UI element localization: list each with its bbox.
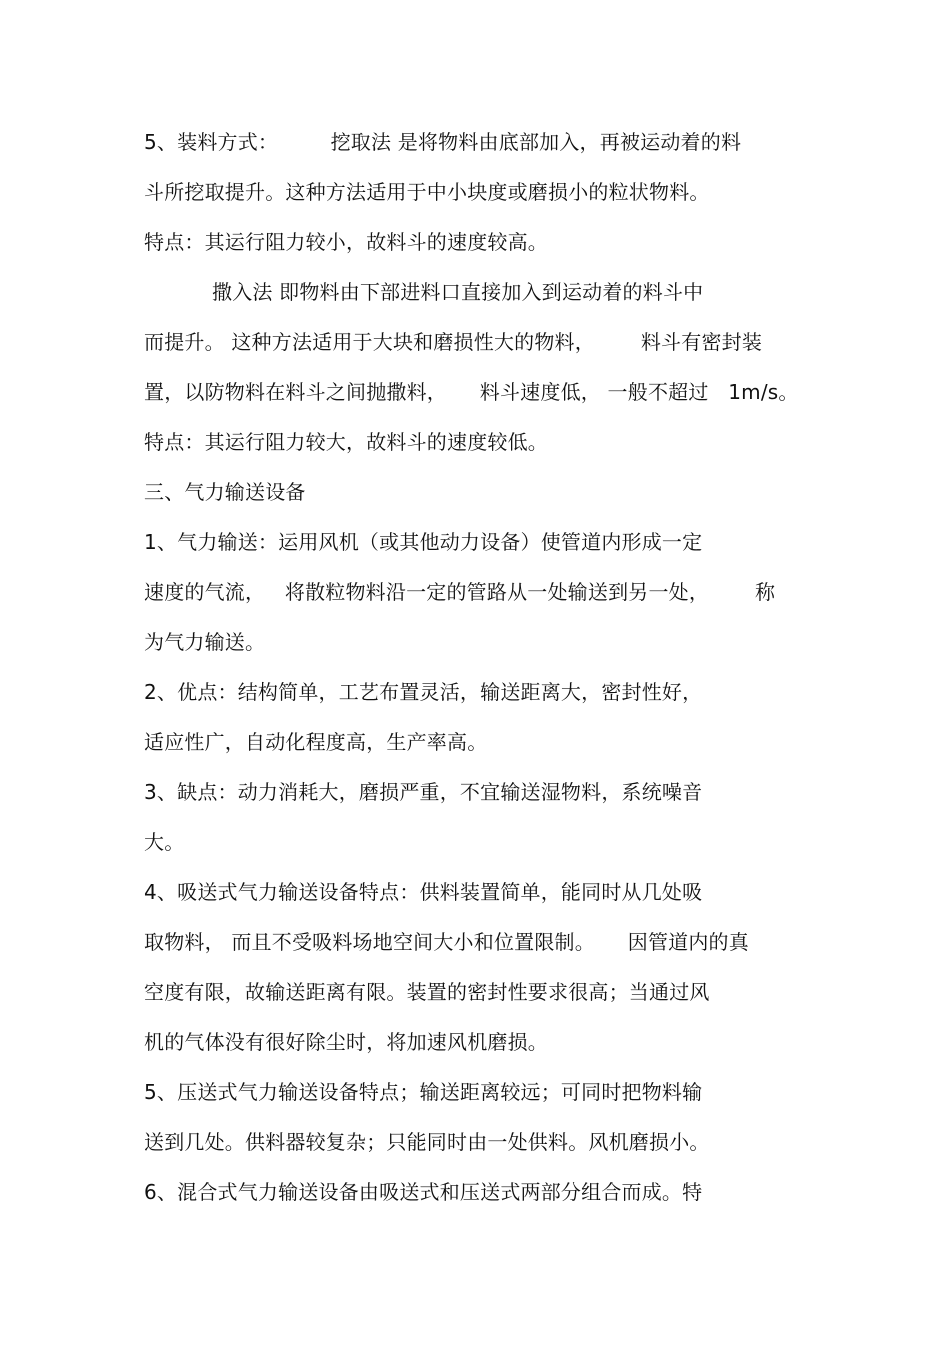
text-line-7: 特点：其运行阻力较大，故料斗的速度较低。: [144, 430, 548, 454]
text-line-12: 2、优点：结构简单，工艺布置灵活，输送距离大，密封性好，: [144, 680, 703, 704]
text-line-13: 适应性广，自动化程度高，生产率高。: [144, 730, 488, 754]
section-heading: 三、气力输送设备: [144, 480, 306, 504]
text-line-14: 3、缺点：动力消耗大，磨损严重，不宜输送湿物料，系统噪音: [144, 780, 703, 804]
text-line-16: 4、吸送式气力输送设备特点：供料装置简单，能同时从几处吸: [144, 880, 703, 904]
text-line-6: 置，以防物料在料斗之间抛撒料， 料斗速度低， 一般不超过 1m/s。: [144, 380, 799, 404]
text-line-5: 而提升。 这种方法适用于大块和磨损性大的物料， 料斗有密封装: [144, 330, 763, 354]
text-line-1: 5、装料方式： 挖取法 是将物料由底部加入，再被运动着的料: [144, 130, 742, 154]
text-line-11: 为气力输送。: [144, 630, 266, 654]
text-line-4: 撒入法 即物料由下部进料口直接加入到运动着的料斗中: [212, 280, 704, 304]
text-line-20: 5、压送式气力输送设备特点；输送距离较远；可同时把物料输: [144, 1080, 703, 1104]
text-line-17: 取物料， 而且不受吸料场地空间大小和位置限制。 因管道内的真: [144, 930, 749, 954]
text-line-15: 大。: [144, 830, 185, 854]
text-line-3: 特点：其运行阻力较小，故料斗的速度较高。: [144, 230, 548, 254]
text-line-22: 6、混合式气力输送设备由吸送式和压送式两部分组合而成。特: [144, 1180, 703, 1204]
text-line-21: 送到几处。供料器较复杂；只能同时由一处供料。风机磨损小。: [144, 1130, 710, 1154]
text-line-2: 斗所挖取提升。这种方法适用于中小块度或磨损小的粒状物料。: [144, 180, 710, 204]
text-line-10: 速度的气流， 将散粒物料沿一定的管路从一处输送到另一处， 称: [144, 580, 776, 604]
text-line-19: 机的气体没有很好除尘时，将加速风机磨损。: [144, 1030, 548, 1054]
text-line-18: 空度有限，故输送距离有限。装置的密封性要求很高；当通过风: [144, 980, 710, 1004]
text-line-9: 1、气力输送：运用风机（或其他动力设备）使管道内形成一定: [144, 530, 703, 554]
